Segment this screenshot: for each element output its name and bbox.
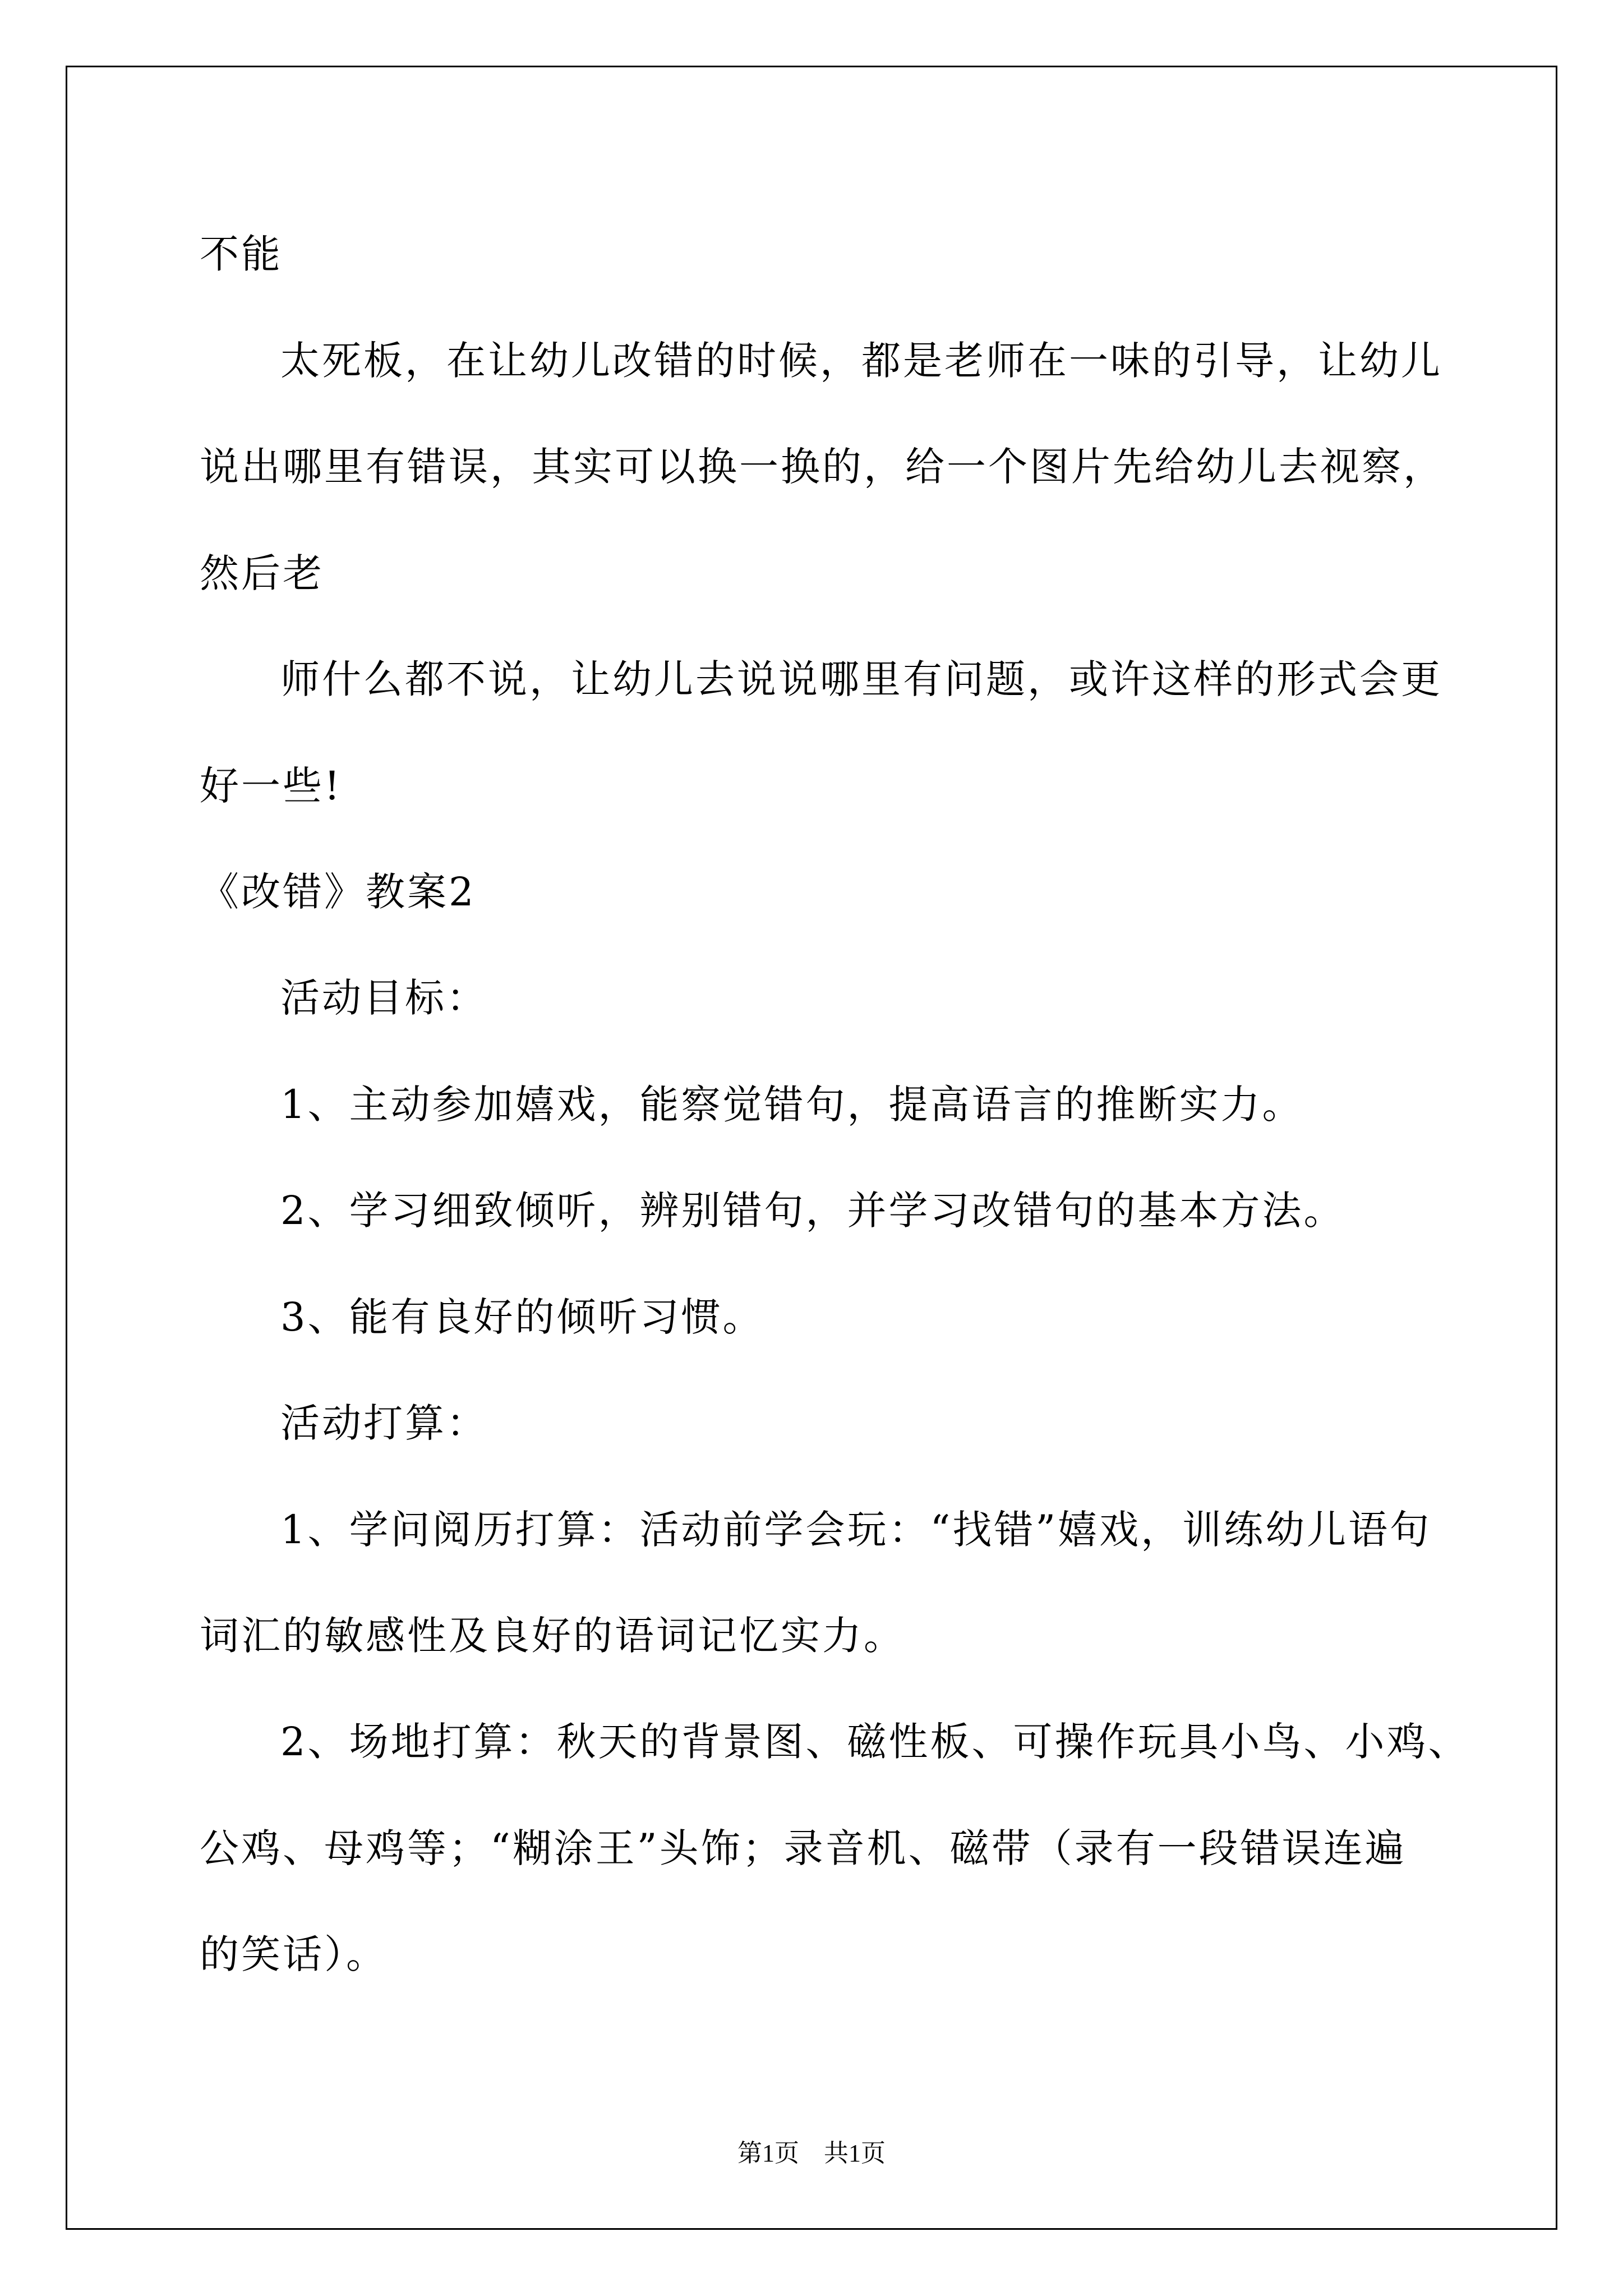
subheading: 活动打算： <box>280 1400 488 1446</box>
page-border <box>66 66 1557 2230</box>
list-item: 1、主动参加嬉戏，能察觉错句，提高语言的推断实力。 <box>280 1082 1304 1128</box>
page-number-footer: 第1页 共1页 <box>737 2139 886 2167</box>
list-item: 2、学习细致倾听，辨别错句，并学习改错句的基本方法。 <box>280 1188 1345 1234</box>
text-line: 说出哪里有错误，其实可以换一换的，给一个图片先给幼儿去视察， <box>200 444 1445 490</box>
text-line: 太死板，在让幼儿改错的时候，都是老师在一味的引导，让幼儿 <box>280 338 1442 384</box>
list-item: 2、场地打算：秋天的背景图、磁性板、可操作玩具小鸟、小鸡、 <box>280 1719 1470 1765</box>
text-line: 师什么都不说，让幼儿去说说哪里有问题，或许这样的形式会更 <box>280 656 1442 702</box>
text-line: 公鸡、母鸡等；“糊涂王”头饰；录音机、磁带（录有一段错误连遍 <box>200 1825 1407 1871</box>
text-line: 词汇的敏感性及良好的语词记忆实力。 <box>200 1613 905 1659</box>
section-heading: 《改错》教案2 <box>200 869 476 915</box>
text-line: 然后老 <box>200 550 324 596</box>
list-item: 1、学问阅历打算：活动前学会玩：“找错”嬉戏，训练幼儿语句 <box>280 1507 1432 1553</box>
subheading: 活动目标： <box>280 975 488 1021</box>
list-item: 3、能有良好的倾听习惯。 <box>280 1294 764 1340</box>
text-line: 的笑话）。 <box>200 1931 388 1977</box>
text-line: 好一些! <box>200 763 343 809</box>
text-line: 不能 <box>200 231 283 277</box>
